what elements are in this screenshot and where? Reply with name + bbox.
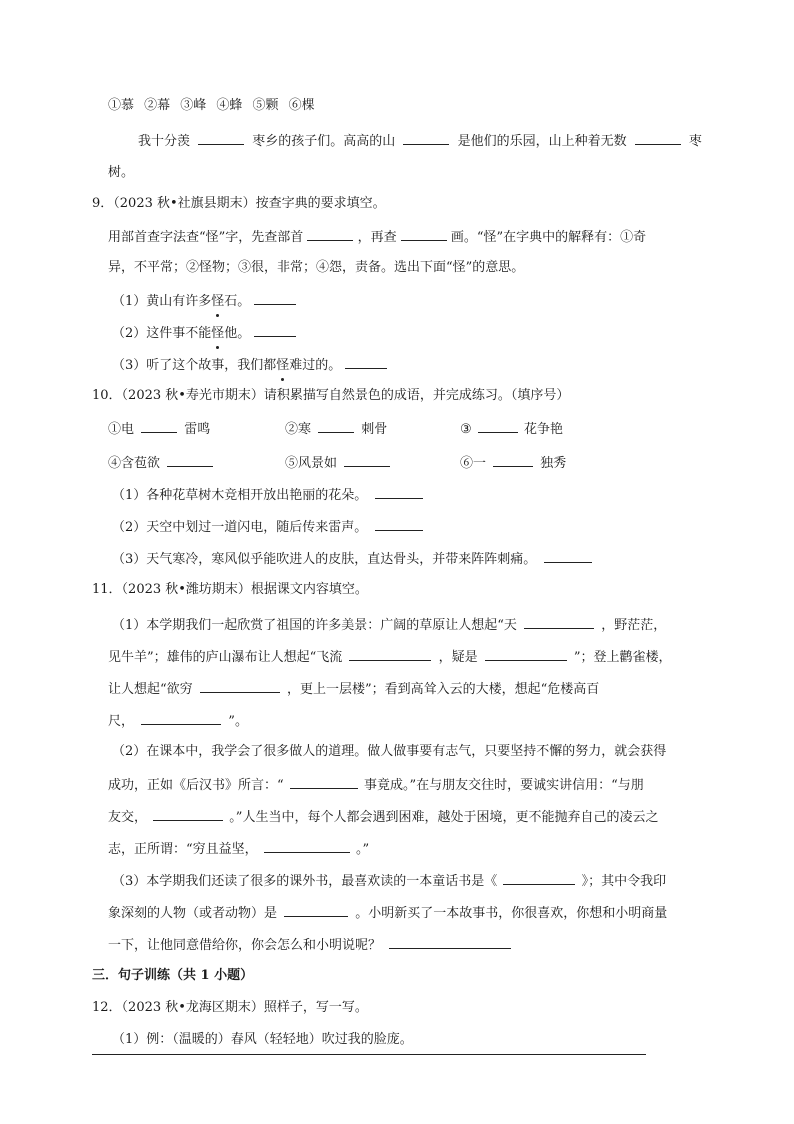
- q9-item2: [112, 322, 296, 344]
- text: ”。: [228, 714, 248, 729]
- q11-p1-line3: [108, 678, 599, 700]
- text: （2）这件事不能: [112, 326, 212, 341]
- text: ③: [460, 422, 472, 437]
- q11-p3-line1: [112, 870, 666, 892]
- text: 画。“怪”在字典中的解释有：①奇: [450, 230, 647, 245]
- text: 他。: [224, 326, 251, 341]
- q11-p1-line2: [108, 646, 672, 668]
- text: 是他们的乐园，山上种着无数: [457, 134, 627, 149]
- answer-blank[interactable]: [485, 646, 567, 661]
- text: 一下，让他同意借给你，你会怎么和小明说呢？: [108, 938, 382, 953]
- q11-p1-line4: [108, 710, 248, 732]
- text: 。”: [355, 842, 370, 857]
- text: 志，正所谓：“穷且益坚，: [108, 842, 258, 857]
- text: 成功，正如《后汉书》所言：“: [108, 778, 284, 793]
- text: 枣: [688, 134, 702, 149]
- q12-title: 12．（2023 秋•龙海区期末）照样子，写一写。: [92, 1000, 368, 1015]
- q11-p2-line4: [108, 838, 369, 860]
- text: ①电: [108, 422, 135, 437]
- text: ②寒: [285, 422, 312, 437]
- text: ，疑是: [438, 650, 478, 665]
- answer-blank[interactable]: [141, 710, 221, 725]
- q11-p2-line1: （2）在课本中，我学会了很多做人的道理。做人做事要有志气，只要坚持不懈的努力，就会获得: [112, 744, 667, 759]
- q11-title: 11．（2023 秋•潍坊期末）根据课文内容填空。: [92, 582, 368, 597]
- answer-blank[interactable]: [401, 226, 447, 241]
- text: （1）各种花草树木竞相开放出艳丽的花朵。: [112, 488, 368, 503]
- q11-p2-line2: [108, 774, 644, 796]
- answer-blank[interactable]: [524, 614, 594, 629]
- answer-blank[interactable]: [389, 934, 511, 949]
- text: 象深刻的人物（或者动物）是: [108, 906, 278, 921]
- answer-blank[interactable]: [167, 452, 213, 467]
- emphasized-char: 怪: [211, 292, 224, 312]
- q8-sentence-line2: 树。: [108, 165, 135, 180]
- answer-blank[interactable]: [153, 806, 223, 821]
- q11-p1-line1: [112, 614, 666, 636]
- text: ⑥一: [460, 456, 487, 471]
- q9-line1: [108, 226, 646, 248]
- q10-item1: [112, 484, 423, 506]
- answer-blank[interactable]: [284, 902, 348, 917]
- answer-blank[interactable]: [200, 678, 280, 693]
- answer-blank[interactable]: [141, 418, 177, 433]
- answer-blank[interactable]: [345, 354, 387, 369]
- q12-example: （1）例：（温暖的）春风（轻轻地）吹过我的脸庞。: [112, 1032, 413, 1047]
- text: （1）本学期我们一起欣赏了祖国的许多美景：广阔的草原让人想起“天: [112, 618, 517, 633]
- text: 尺，: [108, 714, 135, 729]
- answer-blank[interactable]: [544, 548, 592, 563]
- answer-blank[interactable]: [344, 452, 390, 467]
- answer-blank[interactable]: [478, 418, 518, 433]
- text: ④含苞欲: [108, 456, 161, 471]
- text: （3）本学期我们还读了很多的课外书，最喜欢读的一本童话书是《: [112, 874, 498, 889]
- idiom-1: [108, 418, 210, 440]
- q9-item3: [112, 354, 387, 376]
- text: 。小明新买了一本故事书，你很喜欢，你想和小明商量: [355, 906, 668, 921]
- answer-blank[interactable]: [307, 226, 353, 241]
- text: （2）天空中划过一道闪电，随后传来雷声。: [112, 520, 368, 535]
- q10-item2: [112, 516, 423, 538]
- answer-blank[interactable]: [198, 130, 244, 145]
- idiom-4: [108, 452, 216, 474]
- text: 我十分羡: [138, 134, 191, 149]
- emphasized-char: 怪: [276, 356, 289, 376]
- idiom-6: [460, 452, 566, 474]
- text: 石。: [224, 294, 251, 309]
- text: 。”人生当中，每个人都会遇到困难，越处于困境，更不能抛弃自己的凌云之: [229, 810, 659, 825]
- answer-blank[interactable]: [503, 870, 575, 885]
- q8-sentence-line1: [138, 130, 702, 152]
- idiom-5: [285, 452, 393, 474]
- text: 雷鸣: [184, 422, 211, 437]
- q10-item3: [112, 548, 592, 570]
- answer-blank[interactable]: [375, 516, 423, 531]
- q9-line2: 异，不平常；②怪物；③很，非常；④怨，责备。选出下面“怪”的意思。: [108, 260, 525, 275]
- text: 难过的。: [289, 358, 342, 373]
- text: ”；登上鹳雀楼，: [573, 650, 672, 665]
- text: （1）黄山有许多: [112, 294, 212, 309]
- answer-blank[interactable]: [290, 774, 358, 789]
- text: 事竟成。”在与朋友交往时，要诚实讲信用：“与朋: [363, 778, 644, 793]
- answer-blank[interactable]: [375, 484, 423, 499]
- answer-blank[interactable]: [403, 130, 449, 145]
- text: ，再查: [357, 230, 397, 245]
- text: ⑤风景如: [285, 456, 338, 471]
- q8-options: ①慕 ②幕 ③峰 ④蜂 ⑤颗 ⑥棵: [108, 98, 315, 113]
- answer-blank[interactable]: [493, 452, 533, 467]
- text: （3）听了这个故事，我们都: [112, 358, 277, 373]
- answer-blank[interactable]: [349, 646, 431, 661]
- idiom-2: [285, 418, 387, 440]
- text: ，更上一层楼”；看到高耸入云的大楼，想起“危楼高百: [286, 682, 600, 697]
- text: ，野茫茫，: [601, 618, 667, 633]
- answer-blank[interactable]: [635, 130, 681, 145]
- q9-title: 9．（2023 秋•社旗县期末）按查字典的要求填空。: [92, 196, 386, 211]
- q9-item1: [112, 290, 296, 312]
- text: 独秀: [540, 456, 567, 471]
- text: 枣乡的孩子们。高高的山: [252, 134, 396, 149]
- q10-title: 10．（2023 秋•寿光市期末）请积累描写自然景色的成语，并完成练习。（填序号）: [92, 388, 570, 403]
- q11-p3-line2: [108, 902, 667, 924]
- text: 让人想起“欲穷: [108, 682, 193, 697]
- section-heading: 三．句子训练（共 1 小题）: [92, 968, 254, 983]
- text: 》；其中令我印: [581, 874, 667, 889]
- text: （3）天气寒冷，寒风似乎能吹进人的皮肤，直达骨头，并带来阵阵刺痛。: [112, 552, 537, 567]
- text: 用部首查字法查“怪”字，先查部首: [108, 230, 304, 245]
- text: 友交，: [108, 810, 148, 825]
- answer-blank[interactable]: [254, 322, 296, 337]
- answer-line[interactable]: [92, 1054, 646, 1055]
- answer-blank[interactable]: [264, 838, 350, 853]
- text: 花争艳: [523, 422, 563, 437]
- answer-blank[interactable]: [318, 418, 354, 433]
- q11-p3-line3: [108, 934, 511, 956]
- idiom-3: [460, 418, 563, 440]
- answer-blank[interactable]: [254, 290, 296, 305]
- text: 刺骨: [361, 422, 388, 437]
- q11-p2-line3: [108, 806, 658, 828]
- text: 见牛羊”；雄伟的庐山瀑布让人想起“飞流: [108, 650, 343, 665]
- emphasized-char: 怪: [211, 324, 224, 344]
